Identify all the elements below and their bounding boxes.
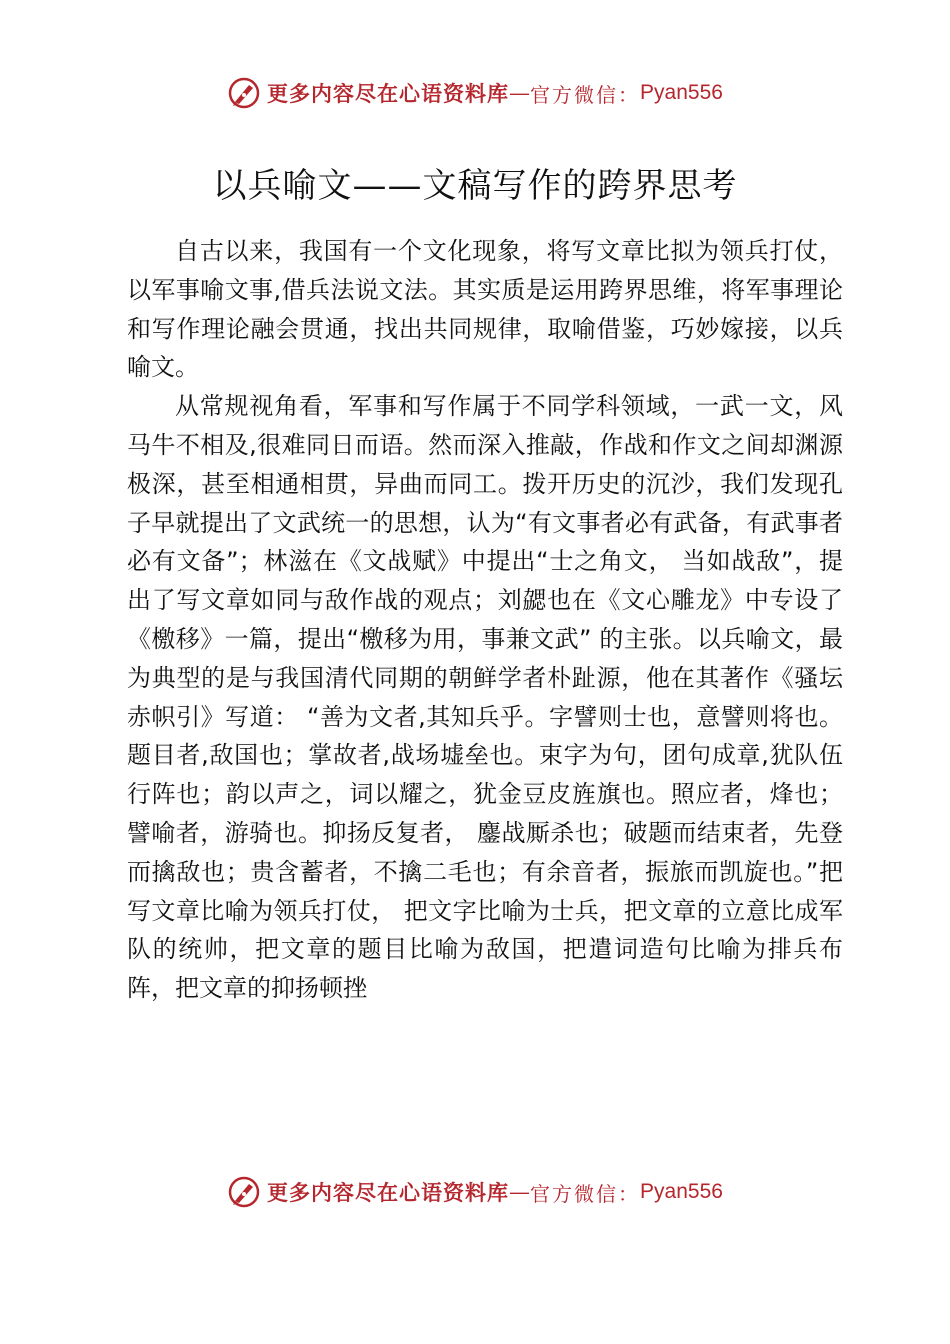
brand-separator: — xyxy=(509,1180,531,1204)
paragraph: 自古以来，我国有一个文化现象，将写文章比拟为领兵打仗，以军事喻文事,借兵法说文法。其实质是运用跨界思维，将军事理论和写作理论融会贯通，找出共同规律，取喻借鉴，巧妙嫁接，以兵喻文。 xyxy=(127,237,843,382)
header-banner xyxy=(0,73,950,113)
contact-label: 官方微信： xyxy=(530,1181,641,1206)
article-body xyxy=(127,232,843,1008)
brand-separator: — xyxy=(509,81,531,105)
contact-label: 官方微信： xyxy=(530,82,641,107)
pen-nib-logo-icon xyxy=(227,76,261,110)
paragraph: 从常规视角看，军事和写作属于不同学科领域，一武一文，风马牛不相及,很难同日而语。然而深入推敲，作战和作文之间却渊源极深，甚至相通相贯，异曲而同工。拨开历史的沉沙，我们发现孔子早就提出了文武统一的思想，认为“有文事者必有武备，有武事者必有文备”；林滋在《文战赋》中提出“士之角文， 当如战敌”，提出了写文章如同与敌作战的观点；刘勰也在《文心雕龙》中专设了《檄移》一篇，提出“檄移为用，事兼文武” 的主张。以兵喻文，最为典型的是与我国清代同期的朝鲜学者朴趾源，他在其著作《骚坛赤帜引》写道： “善为文者,其知兵乎。字譬则士也，意譬则将也。题目者,敌国也；掌故者,战场墟垒也。束字为句，团句成章,犹队伍行阵也；韵以声之，词以耀之，犹金豆皮旌旗也。照应者，烽也；譬喻者，游骑也。抑扬反复者， 鏖战厮杀也；破题而结束者，先登而擒敌也；贵含蓄者，不擒二毛也；有余音者，振旅而凯旋也。”把写文章比喻为领兵打仗， 把文字比喻为士兵，把文章的立意比成军队的统帅，把文章的题目比喻为敌国，把遣词造句比喻为排兵布阵，把文章的抑扬顿挫 xyxy=(127,392,843,1003)
brand-name: 更多内容尽在心语资料库 xyxy=(267,1180,510,1205)
page-title: 以兵喻文——文稿写作的跨界思考 xyxy=(212,166,738,206)
footer-banner xyxy=(0,1172,950,1212)
wechat-id: Pyan556 xyxy=(640,81,723,104)
pen-nib-logo-icon xyxy=(227,1175,261,1209)
brand-name: 更多内容尽在心语资料库 xyxy=(267,81,510,106)
wechat-id: Pyan556 xyxy=(640,1180,723,1203)
